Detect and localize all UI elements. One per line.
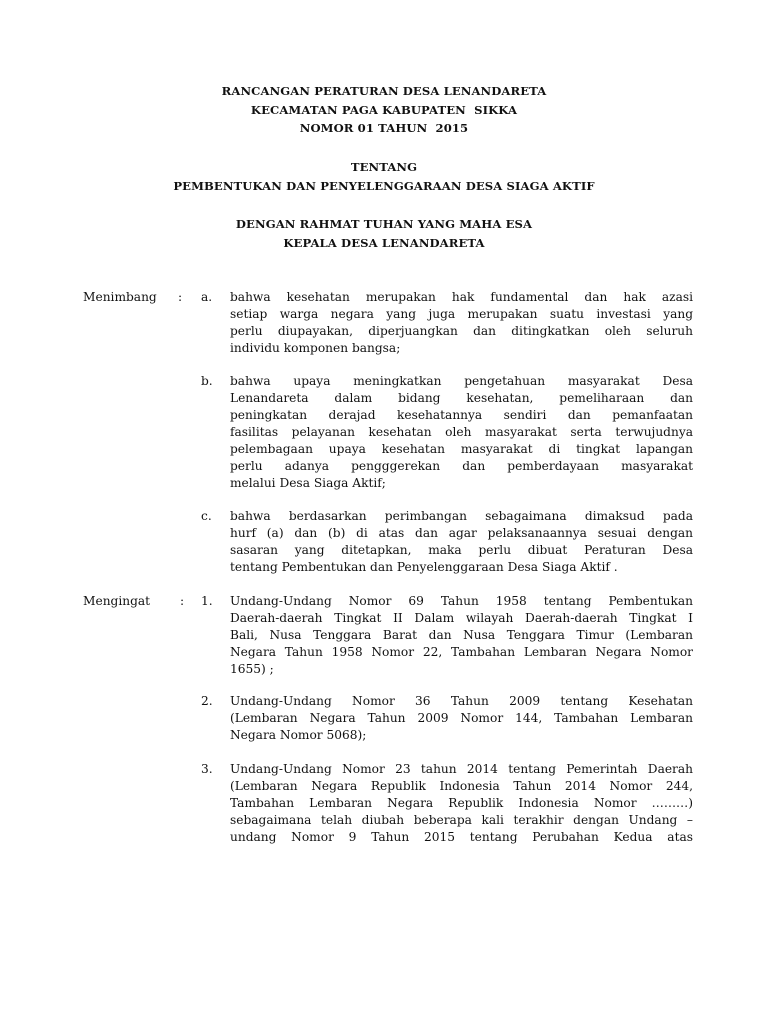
item-line: tentang Pembentukan dan Penyelenggaraan Desa Siaga Aktif . — [230, 560, 618, 574]
item-line: perlu adanya pengggerekan dan pemberdayaan masyarakat — [230, 459, 693, 473]
item-line: Undang-Undang Nomor 23 tahun 2014 tentang Pemerintah Daerah — [230, 762, 693, 776]
item-line: bahwa kesehatan merupakan hak fundamental dan hak azasi — [230, 290, 693, 304]
item-line: Negara Nomor 5068); — [230, 728, 367, 742]
item-line: hurf (a) dan (b) di atas dan agar pelaksanaannya sesuai dengan — [230, 526, 693, 540]
title-line: DENGAN RAHMAT TUHAN YANG MAHA ESA — [235, 217, 533, 231]
item-line: individu komponen bangsa; — [230, 341, 401, 355]
item-line: sebagaimana telah diubah beberapa kali terakhir dengan Undang – — [230, 813, 693, 827]
item-marker: a. — [201, 290, 213, 304]
title-line: TENTANG — [350, 160, 418, 174]
item-line: Tambahan Lembaran Negara Republik Indonesia Nomor ………) — [230, 796, 693, 810]
title-line: PEMBENTUKAN DAN PENYELENGGARAAN DESA SIAGA AKTIF — [173, 178, 595, 193]
section-label-menimbang: Menimbang — [83, 290, 157, 304]
item-line: bahwa upaya meningkatkan pengetahuan masyarakat Desa — [230, 374, 693, 388]
title-line: RANCANGAN PERATURAN DESA LENANDARETA — [221, 84, 547, 98]
title-heading — [0, 82, 768, 138]
item-line: fasilitas pelayanan kesehatan oleh masyarakat serta terwujudnya — [230, 425, 693, 439]
section-label-mengingat: Mengingat — [83, 594, 151, 608]
section-colon: : — [178, 290, 183, 304]
item-line: Undang-Undang Nomor 69 Tahun 1958 tentang Pembentukan — [230, 594, 693, 608]
item-marker: 1. — [201, 594, 213, 608]
item-line: peningkatan derajad kesehatannya sendiri dan pemanfaatan — [230, 408, 693, 422]
item-line: bahwa berdasarkan perimbangan sebagaimana dimaksud pada — [230, 509, 693, 523]
list-item — [230, 508, 693, 576]
item-line: undang Nomor 9 Tahun 2015 tentang Perubahan Kedua atas — [230, 830, 693, 844]
list-item — [230, 761, 693, 846]
item-marker: 2. — [201, 694, 213, 708]
item-line: sasaran yang ditetapkan, maka perlu dibuat Peraturan Desa — [230, 543, 693, 557]
item-line: Daerah-daerah Tingkat II Dalam wilayah Daerah-daerah Tingkat I — [230, 611, 693, 625]
list-item — [230, 289, 693, 357]
item-line: 1655) ; — [230, 662, 274, 676]
title-line: KECAMATAN PAGA KABUPATEN SIKKA — [250, 102, 518, 117]
title-line: KEPALA DESA LENANDARETA — [283, 235, 485, 250]
title-line: NOMOR 01 TAHUN 2015 — [299, 121, 469, 135]
item-line: Undang-Undang Nomor 36 Tahun 2009 tentang Kesehatan — [230, 694, 693, 708]
item-line: setiap warga negara yang juga merupakan suatu investasi yang — [230, 307, 693, 321]
item-marker: b. — [201, 374, 213, 388]
item-line: perlu diupayakan, diperjuangkan dan ditingkatkan oleh seluruh — [230, 324, 693, 338]
section-colon: : — [180, 594, 185, 608]
item-line: Lenandareta dalam bidang kesehatan, pemeliharaan dan — [230, 391, 693, 405]
list-item — [230, 593, 693, 678]
item-line: (Lembaran Negara Republik Indonesia Tahun 2014 Nomor 244, — [230, 779, 693, 793]
item-line: (Lembaran Negara Tahun 2009 Nomor 144, Tambahan Lembaran — [230, 711, 693, 725]
item-line: pelembagaan upaya kesehatan masyarakat di tingkat lapangan — [230, 442, 693, 456]
list-item — [230, 693, 693, 744]
item-line: Negara Tahun 1958 Nomor 22, Tambahan Lembaran Negara Nomor — [230, 645, 693, 659]
list-item — [230, 373, 693, 492]
item-marker: c. — [201, 509, 212, 523]
item-line: melalui Desa Siaga Aktif; — [230, 476, 386, 490]
subject-heading — [0, 158, 768, 195]
item-marker: 3. — [201, 762, 213, 776]
preamble-heading — [0, 215, 768, 252]
item-line: Bali, Nusa Tenggara Barat dan Nusa Tenggara Timur (Lembaran — [230, 628, 693, 642]
